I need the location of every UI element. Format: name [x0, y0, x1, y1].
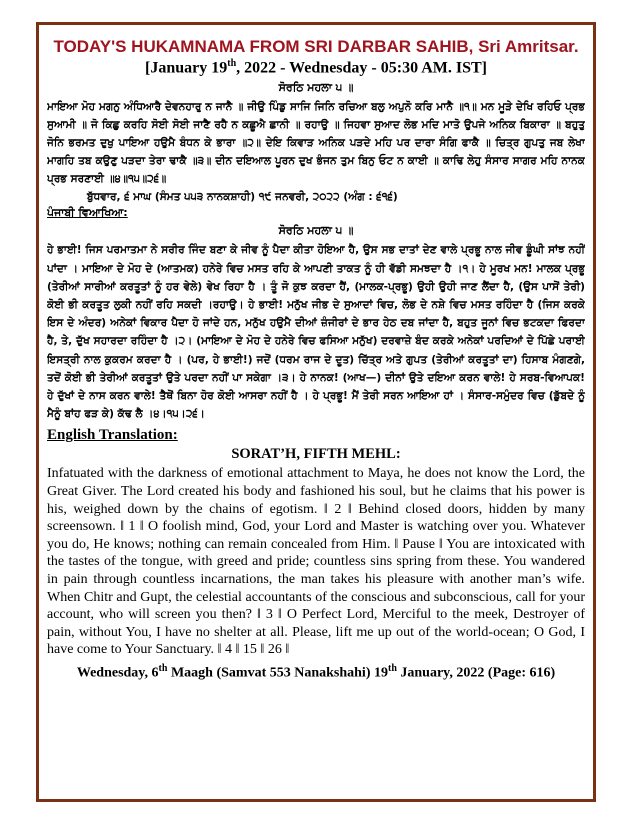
en-date-suffix: January, 2022 (Page: 616): [396, 665, 556, 681]
en-date-mid: Maagh (Samvat 553 Nanakshahi) 19: [167, 665, 388, 681]
english-heading: SORAT’H, FIFTH MEHL:: [231, 446, 401, 463]
en-date-sup1: th: [158, 662, 168, 674]
punjabi-explanation-text: ਹੇ ਭਾਈ! ਜਿਸ ਪਰਮਾਤਮਾ ਨੇ ਸਰੀਰ ਜਿੰਦ ਬਣਾ ਕੇ ਜੀਵ ਨੂੰ ਪੈਦਾ ਕੀਤਾ ਹੋਇਆ ਹੈ, ਉਸ ਸਭ ਦਾਤਾਂ ਦੇਣ ਵਾਲੇ ਪ੍ਰਭੂ ਨਾਲ ਜੀਵ ਡੂੰਘੀ ਸਾਂਝ ਨਹੀਂ ਪਾਂਦਾ । ਮਾਇਆ ਦੇ ਮੋਹ ਦੇ (ਆਤਮਕ) ਹਨੇਰੇ ਵਿਚ ਮਸਤ ਰਹਿ ਕੇ ਆਪਣੀ ਤਾਕਤ ਨੂੰ ਹੀ ਵੱਡੀ ਸਮਝਦਾ ਹੈ ।੧। ਹੇ ਮੂਰਖ ਮਨ! ਮਾਲਕ ਪ੍ਰਭੂ (ਤੇਰੀਆਂ ਸਾਰੀਆਂ ਕਰਤੂਤਾਂ ਨੂੰ ਹਰ ਵੇਲੇ) ਵੇਖ ਰਿਹਾ ਹੈ । ਤੂੰ ਜੋ ਕੁਝ ਕਰਦਾ ਹੈਂ, (ਮਾਲਕ-ਪ੍ਰਭੂ) ਉਹੀ ਉਹੀ ਜਾਣ ਲੈਂਦਾ ਹੈ, (ਉਸ ਪਾਸੋਂ ਤੇਰੀ) ਕੋਈ ਭੀ ਕਰਤੂਤ ਲੁਕੀ ਨਹੀਂ ਰਹਿ ਸਕਦੀ ।ਰਹਾਉ। ਹੇ ਭਾਈ! ਮਨੁੱਖ ਜੀਭ ਦੇ ਸੁਆਦਾਂ ਵਿਚ, ਲੋਭ ਦੇ ਨਸ਼ੇ ਵਿਚ ਮਸਤ ਰਹਿੰਦਾ ਹੈ (ਜਿਸ ਕਰਕੇ ਇਸ ਦੇ ਅੰਦਰ) ਅਨੇਕਾਂ ਵਿਕਾਰ ਪੈਦਾ ਹੋ ਜਾਂਦੇ ਹਨ, ਮਨੁੱਖ ਹਉਮੈ ਦੀਆਂ ਜ਼ੰਜੀਰਾਂ ਦੇ ਭਾਰ ਹੇਠ ਦਬ ਜਾਂਦਾ ਹੈ, ਬਹੁਤ ਜੂਨਾਂ ਵਿਚ ਭਟਕਦਾ ਫਿਰਦਾ ਹੈ, ਤੇ, ਦੁੱਖ ਸਹਾਰਦਾ ਰਹਿੰਦਾ ਹੈ ।੨। (ਮਾਇਆ ਦੇ ਮੋਹ ਦੇ ਹਨੇਰੇ ਵਿਚ ਫਸਿਆ ਮਨੁੱਖ) ਦਰਵਾਜ਼ੇ ਬੰਦ ਕਰਕੇ ਅਨੇਕਾਂ ਪਰਦਿਆਂ ਦੇ ਪਿੱਛੇ ਪਰਾਈ ਇਸਤ੍ਰੀ ਨਾਲ ਕੁਕਰਮ ਕਰਦਾ ਹੈ । (ਪਰ, ਹੇ ਭਾਈ!) ਜਦੋਂ (ਧਰਮ ਰਾਜ ਦੇ ਦੂਤ) ਚਿੱਤ੍ਰ ਅਤੇ ਗੁਪਤ (ਤੇਰੀਆਂ ਕਰਤੂਤਾਂ ਦਾ) ਹਿਸਾਬ ਮੰਗਣਗੇ, ਤਦੋਂ ਕੋਈ ਭੀ ਤੇਰੀਆਂ ਕਰਤੂਤਾਂ ਉਤੇ ਪਰਦਾ ਨਹੀਂ ਪਾ ਸਕੇਗਾ ।੩। ਹੇ ਨਾਨਕ! (ਆਖ—) ਦੀਨਾਂ ਉਤੇ ਦਇਆ ਕਰਨ ਵਾਲੇ! ਹੇ ਸਰਬ-ਵਿਆਪਕ! ਹੇ ਦੁੱਖਾਂ ਦੇ ਨਾਸ ਕਰਨ ਵਾਲੇ! ਤੈਥੋਂ ਬਿਨਾ ਹੋਰ ਕੋਈ ਆਸਰਾ ਨਹੀਂ ਹੈ । ਹੇ ਪ੍ਰਭੂ! ਮੈਂ ਤੇਰੀ ਸਰਨ ਆਇਆ ਹਾਂ । ਸੰਸਾਰ-ਸਮੁੰਦਰ ਵਿਚ (ਡੁੱਬਦੇ ਨੂੰ ਮੈਨੂੰ ਬਾਂਹ ਫੜ ਕੇ) ਕੱਢ ਲੈ ।੪।੧੫।੨੬।: [47, 244, 585, 421]
en-date-sup2: th: [387, 662, 397, 674]
english-translation-text: Infatuated with the darkness of emotional attachment to Maya, he does not know the Lord, the Great Giver. The Lord created his body and fashioned his soul, but he claims that his power is his, weighed down by the chains of egotism. ‖ 2 ‖ Behind closed doors, hidden by many screensown. ‖ 1 ‖ O foolish mind, God, your Lord and Master is watching over you. Whatever you do, He knows; nothing can remain concealed from Him. ‖ Pause ‖ You are intoxicated with the tastes of the tongue, with greed and pride; countless sins spring from these. You wandered in pain through countless incarnations, the man takes his pleasure with another man’s wife. When Chitr and Gupt, the celestial accountants of the conscious and subconscious, call for your account, who will screen you then? ‖ 3 ‖ O Perfect Lord, Merciful to the meek, Destroyer of pain, without You, I have no shelter at all. Please, lift me up out of the world-ocean; O God, I have come to Your Sanctuary. ‖ 4 ‖ 15 ‖ 26 ‖: [47, 466, 585, 658]
gurbani-text: ਮਾਇਆ ਮੋਹ ਮਗਨੁ ਅੰਧਿਆਰੈ ਦੇਵਨਹਾਰੁ ਨ ਜਾਨੈ ॥ ਜੀਉ ਪਿੰਡੁ ਸਾਜਿ ਜਿਨਿ ਰਚਿਆ ਬਲੁ ਅਪੁਨੋ ਕਰਿ ਮਾਨੈ ॥੧॥ ਮਨ ਮੂੜੇ ਦੇਖਿ ਰਹਿਓ ਪ੍ਰਭ ਸੁਆਮੀ ॥ ਜੋ ਕਿਛੁ ਕਰਹਿ ਸੋਈ ਸੋਈ ਜਾਣੈ ਰਹੈ ਨ ਕਛੂਐ ਛਾਨੀ ॥ ਰਹਾਉ ॥ ਜਿਹਵਾ ਸੁਆਦ ਲੋਭ ਮਦਿ ਮਾਤੋ ਉਪਜੇ ਅਨਿਕ ਬਿਕਾਰਾ ॥ ਬਹੁਤੁ ਜੋਨਿ ਭਰਮਤ ਦੁਖੁ ਪਾਇਆ ਹਉਮੈ ਬੰਧਨ ਕੇ ਭਾਰਾ ॥੨॥ ਦੇਇ ਕਿਵਾੜ ਅਨਿਕ ਪੜਦੇ ਮਹਿ ਪਰ ਦਾਰਾ ਸੰਗਿ ਫਾਕੈ ॥ ਚਿਤ੍ਰ ਗੁਪਤੁ ਜਬ ਲੇਖਾ ਮਾਗਹਿ ਤਬ ਕਉਣੁ ਪੜਦਾ ਤੇਰਾ ਢਾਕੈ ॥੩॥ ਦੀਨ ਦਇਆਲ ਪੂਰਨ ਦੁਖ ਭੰਜਨ ਤੁਮ ਬਿਨੁ ਓਟ ਨ ਕਾਈ ॥ ਕਾਢਿ ਲੇਹੁ ਸੰਸਾਰ ਸਾਗਰ ਮਹਿ ਨਾਨਕ ਪ੍ਰਭ ਸਰਣਾਈ ॥੪॥੧੫॥੨੬॥: [47, 101, 585, 186]
page-content: [47, 31, 585, 793]
english-date-line: [47, 663, 585, 682]
page-frame: [36, 22, 596, 802]
date-prefix: [January 19: [145, 59, 228, 77]
gurbani-heading: ਸੋਰਠਿ ਮਹਲਾ ੫ ॥: [278, 81, 354, 95]
date-suffix: , 2022 - Wednesday - 05:30 AM. IST]: [236, 59, 487, 77]
page-title: TODAY'S HUKAMNAMA FROM SRI DARBAR SAHIB, Sri Amritsar.: [53, 37, 579, 56]
date-time-line: [47, 58, 585, 77]
punjabi-date-line: ਬੁੱਧਵਾਰ, ੬ ਮਾਘ (ਸੰਮਤ ੫੫੩ ਨਾਨਕਸ਼ਾਹੀ) ੧੯ ਜਨਵਰੀ, ੨੦੨੨ (ਅੰਗ : ੬੧੬): [87, 191, 398, 204]
date-sup: th: [227, 58, 237, 69]
english-translation-label: English Translation:: [47, 427, 178, 444]
punjabi-heading: ਸੋਰਠਿ ਮਹਲਾ ੫ ॥: [278, 224, 354, 238]
en-date-prefix: Wednesday, 6: [76, 665, 159, 681]
punjabi-explanation-label: ਪੰਜਾਬੀ ਵਿਆਖਿਆ:: [47, 206, 128, 220]
